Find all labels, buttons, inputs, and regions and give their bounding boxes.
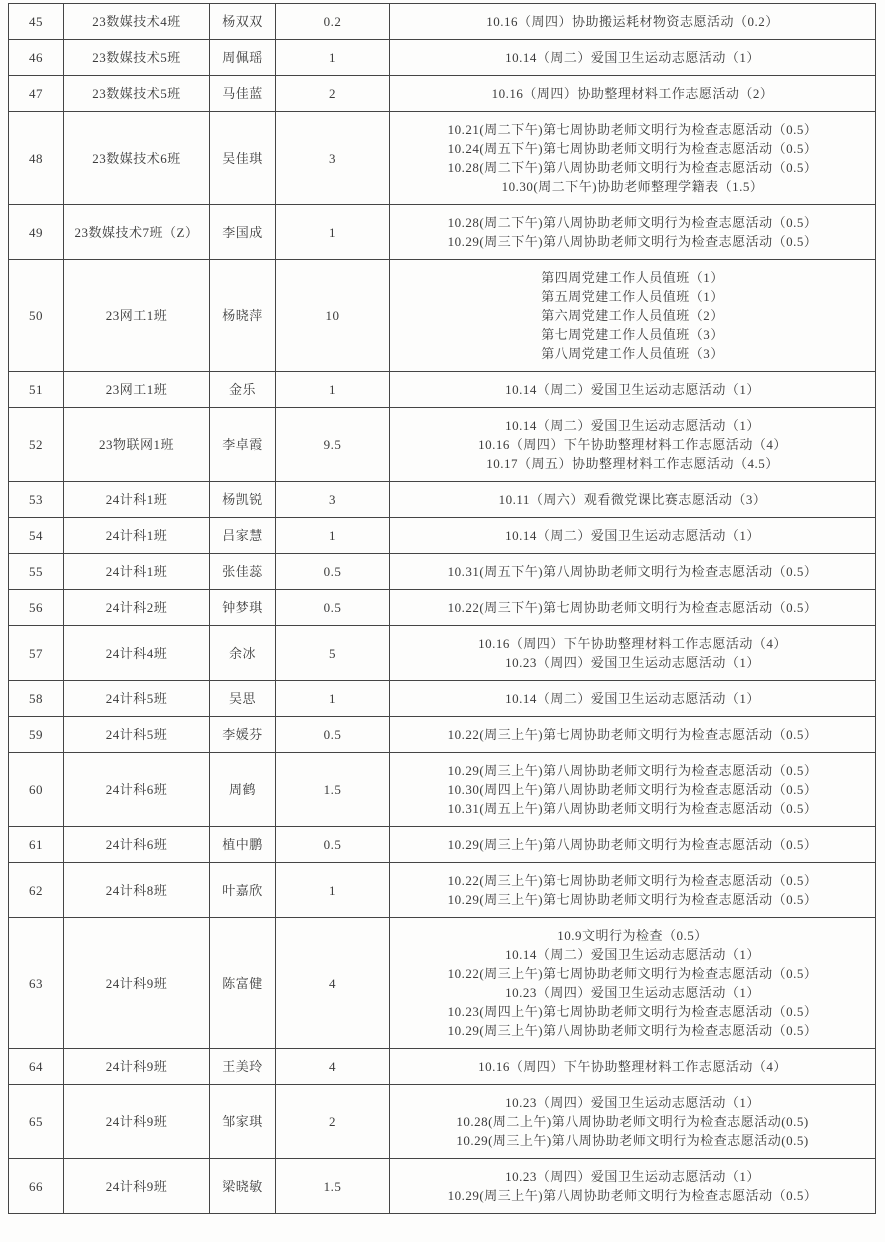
class-name-cell: 24计科8班 [64, 863, 210, 918]
activities-cell [390, 4, 876, 40]
activities-cell [390, 372, 876, 408]
activity-line: 10.14（周二）爱国卫生运动志愿活动（1） [505, 528, 760, 543]
activity-line: 10.9文明行为检查（0.5） [557, 928, 708, 943]
class-name-cell: 23数媒技术7班（Z） [64, 205, 210, 260]
table-row [9, 918, 876, 1049]
class-name-cell: 24计科5班 [64, 717, 210, 753]
hours-cell: 1.5 [276, 753, 390, 827]
student-name-cell: 植中鹏 [210, 827, 276, 863]
activity-line: 10.29(周三上午)第八周协助老师文明行为检查志愿活动（0.5） [447, 837, 818, 852]
class-name-cell: 23网工1班 [64, 260, 210, 372]
class-name-cell: 24计科9班 [64, 1085, 210, 1159]
activity-line: 10.14（周二）爱国卫生运动志愿活动（1） [505, 418, 760, 433]
class-name-cell: 23数媒技术5班 [64, 76, 210, 112]
activity-line: 10.24(周五下午)第七周协助老师文明行为检查志愿活动（0.5） [447, 141, 818, 156]
activity-line: 10.29(周三上午)第八周协助老师文明行为检查志愿活动（0.5） [447, 1188, 818, 1203]
table-row [9, 112, 876, 205]
row-number-cell: 66 [9, 1159, 64, 1214]
row-number-cell: 48 [9, 112, 64, 205]
activities-cell [390, 408, 876, 482]
activity-line: 10.14（周二）爱国卫生运动志愿活动（1） [505, 50, 760, 65]
table-row [9, 205, 876, 260]
hours-cell: 3 [276, 482, 390, 518]
activity-line: 10.22(周三上午)第七周协助老师文明行为检查志愿活动（0.5） [447, 873, 818, 888]
activities-cell [390, 753, 876, 827]
activity-line: 第四周党建工作人员值班（1） [541, 270, 724, 285]
table-row [9, 482, 876, 518]
student-name-cell: 余冰 [210, 626, 276, 681]
hours-cell: 2 [276, 1085, 390, 1159]
student-name-cell: 吕家慧 [210, 518, 276, 554]
activities-cell [390, 260, 876, 372]
hours-cell: 0.5 [276, 717, 390, 753]
hours-cell: 5 [276, 626, 390, 681]
hours-cell: 1 [276, 863, 390, 918]
activity-line: 10.28(周二下午)第八周协助老师文明行为检查志愿活动（0.5） [447, 160, 818, 175]
table-row [9, 590, 876, 626]
table-row [9, 4, 876, 40]
row-number-cell: 45 [9, 4, 64, 40]
activity-line: 10.29(周三上午)第八周协助老师文明行为检查志愿活动(0.5) [456, 1133, 809, 1148]
hours-cell: 0.5 [276, 827, 390, 863]
activity-line: 10.16（周四）协助搬运耗材物资志愿活动（0.2） [486, 14, 779, 29]
class-name-cell: 24计科1班 [64, 518, 210, 554]
hours-cell: 1.5 [276, 1159, 390, 1214]
hours-cell: 1 [276, 40, 390, 76]
activities-cell [390, 626, 876, 681]
class-name-cell: 24计科2班 [64, 590, 210, 626]
row-number-cell: 60 [9, 753, 64, 827]
class-name-cell: 24计科4班 [64, 626, 210, 681]
activity-line: 第八周党建工作人员值班（3） [541, 346, 724, 361]
row-number-cell: 56 [9, 590, 64, 626]
activities-cell [390, 590, 876, 626]
activities-cell [390, 918, 876, 1049]
student-name-cell: 李国成 [210, 205, 276, 260]
activity-line: 10.22(周三上午)第七周协助老师文明行为检查志愿活动（0.5） [447, 966, 818, 981]
activities-cell [390, 717, 876, 753]
activities-cell [390, 112, 876, 205]
hours-cell: 3 [276, 112, 390, 205]
activity-line: 10.30(周四上午)第八周协助老师文明行为检查志愿活动（0.5） [447, 782, 818, 797]
table-row [9, 863, 876, 918]
activity-line: 10.11（周六）观看微党课比赛志愿活动（3） [498, 492, 767, 507]
activities-cell [390, 518, 876, 554]
activity-line: 10.16（周四）下午协助整理材料工作志愿活动（4） [478, 437, 787, 452]
student-name-cell: 周佩瑶 [210, 40, 276, 76]
activity-line: 第五周党建工作人员值班（1） [541, 289, 724, 304]
class-name-cell: 24计科5班 [64, 681, 210, 717]
student-name-cell: 李媛芬 [210, 717, 276, 753]
student-name-cell: 杨凯锐 [210, 482, 276, 518]
table-row [9, 1085, 876, 1159]
table-row [9, 260, 876, 372]
activity-line: 第六周党建工作人员值班（2） [541, 308, 724, 323]
table-row [9, 1049, 876, 1085]
row-number-cell: 46 [9, 40, 64, 76]
activities-cell [390, 863, 876, 918]
row-number-cell: 52 [9, 408, 64, 482]
activity-line: 10.30(周二下午)协助老师整理学籍表（1.5） [501, 179, 764, 194]
student-name-cell: 钟梦琪 [210, 590, 276, 626]
activity-line: 10.22(周三上午)第七周协助老师文明行为检查志愿活动（0.5） [447, 727, 818, 742]
activities-cell [390, 554, 876, 590]
row-number-cell: 50 [9, 260, 64, 372]
student-name-cell: 邹家琪 [210, 1085, 276, 1159]
row-number-cell: 51 [9, 372, 64, 408]
activity-line: 10.21(周二下午)第七周协助老师文明行为检查志愿活动（0.5） [447, 122, 818, 137]
class-name-cell: 23数媒技术5班 [64, 40, 210, 76]
class-name-cell: 23物联网1班 [64, 408, 210, 482]
activity-line: 10.16（周四）下午协助整理材料工作志愿活动（4） [478, 636, 787, 651]
activities-cell [390, 1159, 876, 1214]
student-name-cell: 吴思 [210, 681, 276, 717]
class-name-cell: 24计科1班 [64, 482, 210, 518]
class-name-cell: 24计科9班 [64, 1049, 210, 1085]
table-row [9, 40, 876, 76]
row-number-cell: 62 [9, 863, 64, 918]
row-number-cell: 65 [9, 1085, 64, 1159]
activities-cell [390, 681, 876, 717]
activity-line: 10.31(周五上午)第八周协助老师文明行为检查志愿活动（0.5） [447, 801, 818, 816]
activity-line: 10.16（周四）下午协助整理材料工作志愿活动（4） [478, 1059, 787, 1074]
row-number-cell: 63 [9, 918, 64, 1049]
activity-line: 10.22(周三下午)第七周协助老师文明行为检查志愿活动（0.5） [447, 600, 818, 615]
hours-cell: 1 [276, 518, 390, 554]
activity-line: 10.29(周三上午)第七周协助老师文明行为检查志愿活动（0.5） [447, 892, 818, 907]
table-row [9, 554, 876, 590]
activity-line: 10.31(周五下午)第八周协助老师文明行为检查志愿活动（0.5） [447, 564, 818, 579]
student-name-cell: 吴佳琪 [210, 112, 276, 205]
student-name-cell: 杨晓萍 [210, 260, 276, 372]
class-name-cell: 24计科9班 [64, 1159, 210, 1214]
student-name-cell: 陈富健 [210, 918, 276, 1049]
class-name-cell: 23网工1班 [64, 372, 210, 408]
activity-line: 10.29(周三下午)第八周协助老师文明行为检查志愿活动（0.5） [447, 234, 818, 249]
hours-cell: 4 [276, 918, 390, 1049]
activities-cell [390, 76, 876, 112]
row-number-cell: 54 [9, 518, 64, 554]
activity-line: 10.16（周四）协助整理材料工作志愿活动（2） [491, 86, 774, 101]
row-number-cell: 53 [9, 482, 64, 518]
table-row [9, 753, 876, 827]
table-row [9, 717, 876, 753]
activity-line: 10.17（周五）协助整理材料工作志愿活动（4.5） [486, 456, 779, 471]
activity-line: 10.23(周四上午)第七周协助老师文明行为检查志愿活动（0.5） [447, 1004, 818, 1019]
hours-cell: 9.5 [276, 408, 390, 482]
activity-line: 10.14（周二）爱国卫生运动志愿活动（1） [505, 947, 760, 962]
activity-line: 10.28(周二上午)第八周协助老师文明行为检查志愿活动(0.5) [456, 1114, 809, 1129]
row-number-cell: 58 [9, 681, 64, 717]
volunteer-records-table [8, 3, 876, 1214]
table-row [9, 76, 876, 112]
activities-cell [390, 1049, 876, 1085]
hours-cell: 1 [276, 205, 390, 260]
row-number-cell: 55 [9, 554, 64, 590]
activity-line: 10.14（周二）爱国卫生运动志愿活动（1） [505, 382, 760, 397]
table-row [9, 626, 876, 681]
student-name-cell: 叶嘉欣 [210, 863, 276, 918]
student-name-cell: 杨双双 [210, 4, 276, 40]
activity-line: 第七周党建工作人员值班（3） [541, 327, 724, 342]
records-table-body [9, 4, 876, 1214]
class-name-cell: 24计科6班 [64, 827, 210, 863]
student-name-cell: 梁晓敏 [210, 1159, 276, 1214]
class-name-cell: 23数媒技术4班 [64, 4, 210, 40]
activities-cell [390, 205, 876, 260]
table-row [9, 372, 876, 408]
activities-cell [390, 482, 876, 518]
activity-line: 10.28(周二下午)第八周协助老师文明行为检查志愿活动（0.5） [447, 215, 818, 230]
activity-line: 10.29(周三上午)第八周协助老师文明行为检查志愿活动（0.5） [447, 763, 818, 778]
activity-line: 10.23（周四）爱国卫生运动志愿活动（1） [505, 655, 760, 670]
row-number-cell: 49 [9, 205, 64, 260]
activity-line: 10.23（周四）爱国卫生运动志愿活动（1） [505, 1169, 760, 1184]
class-name-cell: 23数媒技术6班 [64, 112, 210, 205]
activity-line: 10.29(周三上午)第八周协助老师文明行为检查志愿活动（0.5） [447, 1023, 818, 1038]
activity-line: 10.14（周二）爱国卫生运动志愿活动（1） [505, 691, 760, 706]
row-number-cell: 64 [9, 1049, 64, 1085]
class-name-cell: 24计科1班 [64, 554, 210, 590]
activities-cell [390, 40, 876, 76]
hours-cell: 0.2 [276, 4, 390, 40]
table-row [9, 827, 876, 863]
hours-cell: 1 [276, 372, 390, 408]
class-name-cell: 24计科6班 [64, 753, 210, 827]
row-number-cell: 57 [9, 626, 64, 681]
student-name-cell: 王美玲 [210, 1049, 276, 1085]
student-name-cell: 李卓霞 [210, 408, 276, 482]
student-name-cell: 周鹤 [210, 753, 276, 827]
hours-cell: 0.5 [276, 554, 390, 590]
row-number-cell: 61 [9, 827, 64, 863]
table-row [9, 681, 876, 717]
hours-cell: 10 [276, 260, 390, 372]
table-row [9, 518, 876, 554]
row-number-cell: 59 [9, 717, 64, 753]
class-name-cell: 24计科9班 [64, 918, 210, 1049]
table-row [9, 408, 876, 482]
activity-line: 10.23（周四）爱国卫生运动志愿活动（1） [505, 985, 760, 1000]
student-name-cell: 金乐 [210, 372, 276, 408]
activities-cell [390, 827, 876, 863]
hours-cell: 1 [276, 681, 390, 717]
activity-line: 10.23（周四）爱国卫生运动志愿活动（1） [505, 1095, 760, 1110]
student-name-cell: 马佳蓝 [210, 76, 276, 112]
row-number-cell: 47 [9, 76, 64, 112]
table-row [9, 1159, 876, 1214]
hours-cell: 2 [276, 76, 390, 112]
student-name-cell: 张佳蕊 [210, 554, 276, 590]
activities-cell [390, 1085, 876, 1159]
hours-cell: 4 [276, 1049, 390, 1085]
hours-cell: 0.5 [276, 590, 390, 626]
